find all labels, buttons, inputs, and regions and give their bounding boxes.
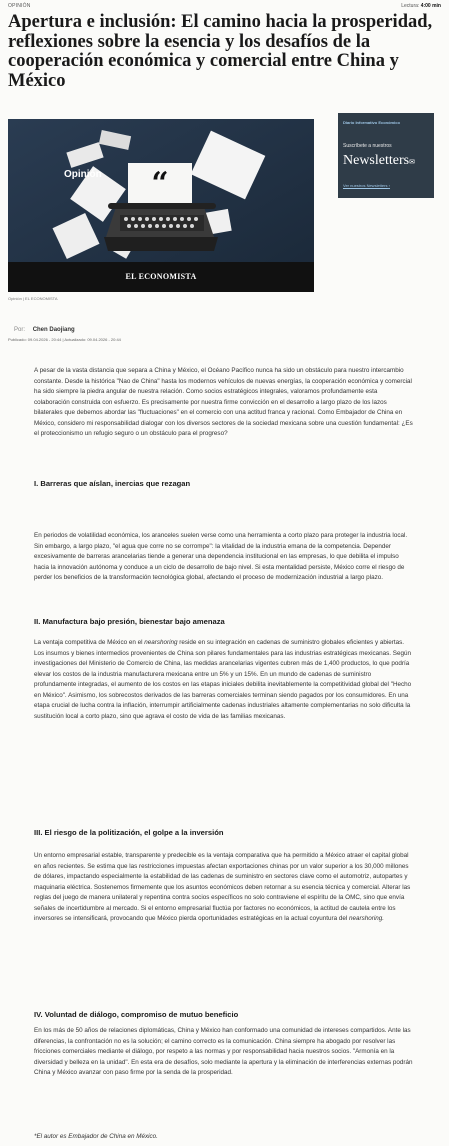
paragraph-3-tail-lead: oportunidades estratégicas en la actual coyuntura del <box>198 915 348 922</box>
promo-link[interactable] <box>343 183 390 188</box>
envelope-icon: ✉ <box>409 158 415 166</box>
reading-time-label: Lectura: <box>401 3 420 9</box>
arrow-right-icon: › <box>388 183 390 188</box>
article-headline: Apertura e inclusión: El camino hacia la prosperidad, reflexiones sobre la esencia y los desafíos de la cooperación económica y comercial entre China y México <box>8 12 433 91</box>
paragraph-4: En los más de 50 años de relaciones diplomáticas, China y México han conformado una comunidad de intereses compartidos. Ante las diferencias, la confrontación no es la solución; el camino correcto es la comunicación. China siempre ha abogado por resolver las fricciones comerciales mediante el diálogo, por respeto a las normas y por responsabilidad hacia nuestros socios. "Armonía en la diversidad y belleza en la unidad". En esta era de desafíos, solo mediante la apertura y la eliminación de interferencias externas podrán China y México avanzar con paso firme por la senda de la prosperidad. <box>34 1027 413 1076</box>
newsletter-promo[interactable] <box>338 113 434 198</box>
paragraph-intro: A pesar de la vasta distancia que separa a China y México, el Océano Pacífico nunca ha sido un obstáculo para nuestro intercambio constante. Desde la histórica "Nao de China" hasta los modernos vehículos de nuevas energías, la cooperación económica y comercial ha sido siempre la piedra angular de nuestra relación. Como socios estratégicos integrales, valoramos profundamente esta colaboración construida con esfuerzo. Es precisamente por nuestra firme convicción en el desarrollo a largo plazo de los lazos bilaterales que debemos abordar las "fluctuaciones" en el comercio con una actitud franca y racional. Como Embajador de China en México, considero mi responsabilidad dialogar con los diversos sectores de la sociedad mexicana sobre una cuestión fundamental: ¿Es el proteccionismo un refugio seguro o un obstáculo para el progreso? <box>34 367 413 437</box>
paragraph-2-end: competitividad global del "Hecho en México". Asimismo, los sobrecostos derivados de las barreras comerciales terminan siendo pagados por los consumidores. En una etapa crucial de lucha contra la inflación, interrumpir artificialmente cadenas industriales altamente complementarias no solo dificulta la sustitución local a corto plazo, sino que agrava el costo de vida de las familias mexicanas. <box>34 681 412 720</box>
svg-text:“: “ <box>151 166 169 201</box>
author-name[interactable]: Chen Daojiang <box>32 327 75 333</box>
heading-1: I. Barreras que aíslan, inercias que rezagan <box>34 479 191 488</box>
promo-link-text[interactable]: Ver nuestros Newsletters <box>343 183 388 188</box>
byline <box>14 327 75 333</box>
heading-2: II. Manufactura bajo presión, bienestar bajo amenaza <box>34 617 225 626</box>
photo-credit: Opinión | EL ECONOMISTA <box>8 296 58 301</box>
promo-subscribe-text: Suscríbete a nuestros <box>343 143 392 149</box>
heading-3: III. El riesgo de la politización, el golpe a la inversión <box>34 828 224 837</box>
promo-title <box>343 153 415 169</box>
promo-brand: Diario Informativo Económico <box>343 120 400 125</box>
byline-prefix: Por: <box>14 327 26 333</box>
paragraph-3 <box>34 851 414 925</box>
hero-section-label: Opinión <box>64 169 102 180</box>
heading-4: IV. Voluntad de diálogo, compromiso de mutuo beneficio <box>34 1010 239 1019</box>
section-label[interactable]: OPINIÓN <box>8 3 31 9</box>
paragraph-2-lead: La ventaja competitiva de México en el <box>34 639 143 646</box>
author-footnote: *El autor es Embajador de China en México. <box>34 1133 158 1140</box>
reading-time <box>401 3 441 9</box>
paragraph-2 <box>34 638 414 722</box>
reading-time-value: 4:00 min <box>420 3 441 9</box>
paragraph-1: En periodos de volatilidad económica, los aranceles suelen verse como una herramienta a corto plazo para proteger la industria local. Sin embargo, a largo plazo, "el agua que corre no se corrompe": la vitalidad de la industria emana de la competencia. Depender excesivamente de barreras arancelarias tiende a generar una dependencia institucional en las empresas, lo que debilita el impulso hacia la innovación autónoma y conduce a un ciclo de desarrollo de bajo nivel. Si esta mentalidad persiste, México corre el riesgo de perder los beneficios de la transformación tecnológica global, afectando el proceso de modernización industrial a largo plazo. <box>34 532 408 581</box>
hero-image <box>8 119 314 292</box>
top-bar <box>8 3 441 11</box>
paragraph-2-rest: reside en su integración en cadenas de suministro globales eficientes y abiertas. Los insumos y bienes intermedios provenientes de China son pilares fundamentales para las industrias estratégicas mexicanas. Según investigaciones del Ministerio de Comercio de China, las medidas arancelarias vigentes cubren más de 1,400 productos, lo que podría elevar los costos de la industria manufacturera mexicana entre un 5% y un 15%. En un mundo de cadenas de suministro profundamente integradas, el aumento de los costos en las etapas iniciales debilita inevitablemente la <box>34 639 411 688</box>
promo-title-text: Newsletters <box>343 153 410 168</box>
paragraph-3-tail-term: nearshoring. <box>349 915 385 922</box>
paragraph-3-text: Un entorno empresarial estable, transparente y predecible es la ventaja comparativa que ha permitido a México atraer el capital global en años recientes. Se estima que las restricciones impuestas afectan exportaciones chinas por un valor superior a los 30,000 millones de dólares, impactando especialmente la estabilidad de las cadenas de suministro en sectores clave como el automotriz, autopartes y maquinaria eléctrica. Sostenemos firmemente que los asuntos económicos deben retornar a su esencia técnica y comercial. Alterar las reglas del juego de manera unilateral y repentina contra socios específicos no solo contraviene el espíritu de la OMC, sino que envía señales de incertidumbre al mercado. Si el entorno empresarial fluctúa por factores no económicos, la actitud de cautela entre los inversores se intensificará, provocando que México pierda <box>34 852 411 922</box>
hero-brand-logo: EL ECONOMISTA <box>125 272 197 281</box>
paragraph-2-term: nearshoring <box>144 639 178 646</box>
publish-dates: Publicado: 09.04.2026 - 20:44 | Actualizado: 09.04.2026 - 20:44 <box>8 337 121 342</box>
